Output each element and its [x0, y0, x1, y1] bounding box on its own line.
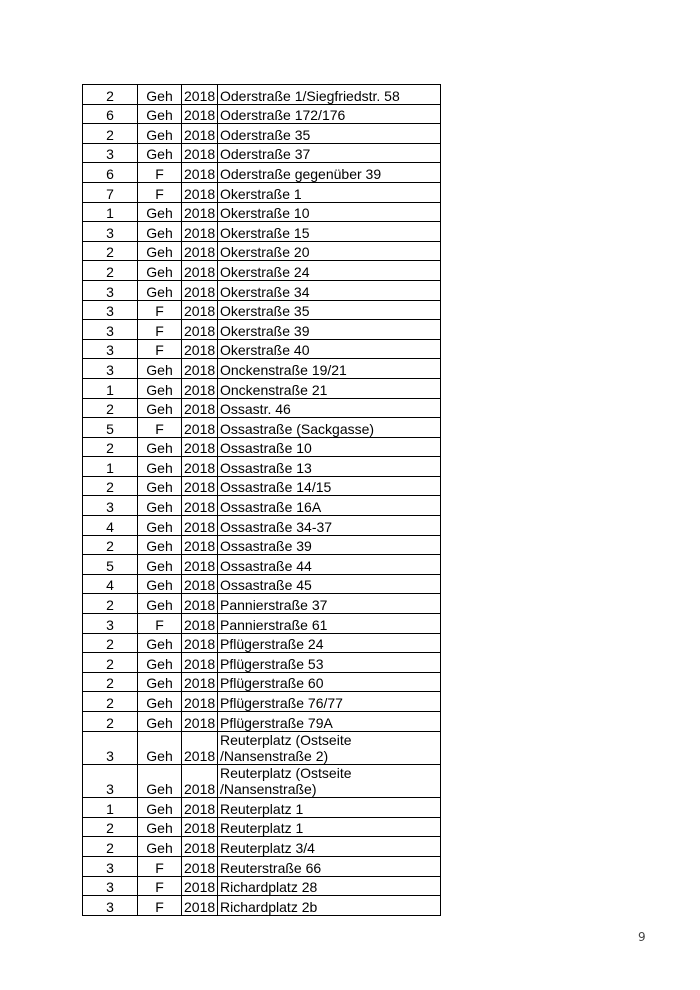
- address-cell: Oderstraße 37: [218, 143, 441, 163]
- address-cell: Okerstraße 35: [218, 300, 441, 320]
- address-cell: Pflügerstraße 79A: [218, 712, 441, 732]
- count-cell: 3: [83, 614, 138, 634]
- type-cell: Geh: [138, 124, 182, 144]
- address-cell: Pflügerstraße 60: [218, 672, 441, 692]
- count-cell: 3: [83, 320, 138, 340]
- table-row: [83, 876, 441, 896]
- year-cell: 2018: [182, 320, 218, 340]
- year-cell: 2018: [182, 300, 218, 320]
- address-cell: Onckenstraße 19/21: [218, 359, 441, 379]
- year-cell: 2018: [182, 280, 218, 300]
- count-cell: 3: [83, 731, 138, 764]
- count-cell: 2: [83, 653, 138, 673]
- count-cell: 4: [83, 516, 138, 536]
- table-row: [83, 535, 441, 555]
- address-cell: Ossastraße 45: [218, 574, 441, 594]
- count-cell: 2: [83, 633, 138, 653]
- type-cell: Geh: [138, 633, 182, 653]
- type-cell: F: [138, 163, 182, 183]
- type-cell: Geh: [138, 476, 182, 496]
- type-cell: F: [138, 856, 182, 876]
- year-cell: 2018: [182, 614, 218, 634]
- type-cell: Geh: [138, 104, 182, 124]
- year-cell: 2018: [182, 359, 218, 379]
- count-cell: 3: [83, 896, 138, 916]
- address-cell: Richardplatz 28: [218, 876, 441, 896]
- year-cell: 2018: [182, 476, 218, 496]
- table-row: [83, 712, 441, 732]
- year-cell: 2018: [182, 85, 218, 105]
- type-cell: Geh: [138, 261, 182, 281]
- count-cell: 2: [83, 124, 138, 144]
- address-cell: Reuterplatz 1: [218, 817, 441, 837]
- type-cell: Geh: [138, 574, 182, 594]
- year-cell: 2018: [182, 594, 218, 614]
- year-cell: 2018: [182, 104, 218, 124]
- address-cell: Pflügerstraße 76/77: [218, 692, 441, 712]
- year-cell: 2018: [182, 457, 218, 477]
- table-row: [83, 300, 441, 320]
- address-cell: Onckenstraße 21: [218, 378, 441, 398]
- year-cell: 2018: [182, 241, 218, 261]
- type-cell: Geh: [138, 535, 182, 555]
- table-row: [83, 692, 441, 712]
- type-cell: Geh: [138, 359, 182, 379]
- table-row: [83, 143, 441, 163]
- count-cell: 2: [83, 476, 138, 496]
- table-row: [83, 555, 441, 575]
- type-cell: Geh: [138, 85, 182, 105]
- address-cell: Ossastraße 14/15: [218, 476, 441, 496]
- address-cell: Pannierstraße 61: [218, 614, 441, 634]
- type-cell: Geh: [138, 837, 182, 857]
- year-cell: 2018: [182, 896, 218, 916]
- count-cell: 3: [83, 143, 138, 163]
- address-cell: Oderstraße 172/176: [218, 104, 441, 124]
- type-cell: Geh: [138, 241, 182, 261]
- year-cell: 2018: [182, 555, 218, 575]
- type-cell: Geh: [138, 222, 182, 242]
- address-cell: Ossastraße 34-37: [218, 516, 441, 536]
- year-cell: 2018: [182, 143, 218, 163]
- count-cell: 6: [83, 163, 138, 183]
- table-row: [83, 359, 441, 379]
- year-cell: 2018: [182, 202, 218, 222]
- year-cell: 2018: [182, 817, 218, 837]
- address-cell: Okerstraße 20: [218, 241, 441, 261]
- count-cell: 2: [83, 712, 138, 732]
- year-cell: 2018: [182, 574, 218, 594]
- address-cell: Oderstraße 35: [218, 124, 441, 144]
- count-cell: 2: [83, 692, 138, 712]
- type-cell: Geh: [138, 143, 182, 163]
- year-cell: 2018: [182, 837, 218, 857]
- type-cell: Geh: [138, 712, 182, 732]
- type-cell: Geh: [138, 764, 182, 797]
- count-cell: 3: [83, 856, 138, 876]
- count-cell: 3: [83, 496, 138, 516]
- count-cell: 2: [83, 837, 138, 857]
- count-cell: 3: [83, 280, 138, 300]
- type-cell: Geh: [138, 653, 182, 673]
- table-row: [83, 320, 441, 340]
- address-cell: Ossastr. 46: [218, 398, 441, 418]
- count-cell: 2: [83, 594, 138, 614]
- count-cell: 2: [83, 261, 138, 281]
- table-row: [83, 476, 441, 496]
- count-cell: 2: [83, 437, 138, 457]
- table-row: [83, 261, 441, 281]
- type-cell: Geh: [138, 731, 182, 764]
- type-cell: Geh: [138, 378, 182, 398]
- table-row: [83, 85, 441, 105]
- address-cell: Ossastraße (Sackgasse): [218, 418, 441, 438]
- table-row: [83, 104, 441, 124]
- count-cell: 1: [83, 798, 138, 818]
- type-cell: Geh: [138, 798, 182, 818]
- type-cell: Geh: [138, 672, 182, 692]
- table-row: [83, 437, 441, 457]
- table-row: [83, 398, 441, 418]
- count-cell: 1: [83, 202, 138, 222]
- table-row: [83, 798, 441, 818]
- count-cell: 4: [83, 574, 138, 594]
- year-cell: 2018: [182, 653, 218, 673]
- address-cell: Ossastraße 39: [218, 535, 441, 555]
- count-cell: 5: [83, 555, 138, 575]
- address-cell: Ossastraße 44: [218, 555, 441, 575]
- year-cell: 2018: [182, 124, 218, 144]
- table-row: [83, 182, 441, 202]
- address-cell: Okerstraße 1: [218, 182, 441, 202]
- year-cell: 2018: [182, 339, 218, 359]
- table-row: [83, 837, 441, 857]
- type-cell: F: [138, 896, 182, 916]
- type-cell: Geh: [138, 437, 182, 457]
- address-cell: Ossastraße 10: [218, 437, 441, 457]
- type-cell: Geh: [138, 496, 182, 516]
- table-row: [83, 222, 441, 242]
- type-cell: Geh: [138, 817, 182, 837]
- count-cell: 3: [83, 222, 138, 242]
- count-cell: 3: [83, 300, 138, 320]
- address-cell: Pannierstraße 37: [218, 594, 441, 614]
- count-cell: 2: [83, 672, 138, 692]
- year-cell: 2018: [182, 692, 218, 712]
- count-cell: 1: [83, 378, 138, 398]
- year-cell: 2018: [182, 856, 218, 876]
- year-cell: 2018: [182, 712, 218, 732]
- count-cell: 3: [83, 876, 138, 896]
- year-cell: 2018: [182, 798, 218, 818]
- year-cell: 2018: [182, 496, 218, 516]
- year-cell: 2018: [182, 261, 218, 281]
- address-cell: Pflügerstraße 53: [218, 653, 441, 673]
- type-cell: Geh: [138, 202, 182, 222]
- table-row: [83, 653, 441, 673]
- count-cell: 1: [83, 457, 138, 477]
- table-row: [83, 457, 441, 477]
- year-cell: 2018: [182, 163, 218, 183]
- address-cell: Oderstraße gegenüber 39: [218, 163, 441, 183]
- type-cell: Geh: [138, 457, 182, 477]
- table-row: [83, 280, 441, 300]
- year-cell: 2018: [182, 633, 218, 653]
- address-cell: Okerstraße 34: [218, 280, 441, 300]
- count-cell: 7: [83, 182, 138, 202]
- type-cell: F: [138, 320, 182, 340]
- type-cell: Geh: [138, 516, 182, 536]
- year-cell: 2018: [182, 437, 218, 457]
- page-number: 9: [638, 930, 646, 944]
- table-row: [83, 672, 441, 692]
- count-cell: 2: [83, 241, 138, 261]
- address-cell: Reuterplatz (Ostseite /Nansenstraße 2): [218, 731, 441, 764]
- address-cell: Reuterstraße 66: [218, 856, 441, 876]
- table-body: [83, 85, 441, 916]
- table-row: [83, 418, 441, 438]
- year-cell: 2018: [182, 876, 218, 896]
- type-cell: F: [138, 182, 182, 202]
- type-cell: F: [138, 614, 182, 634]
- count-cell: 3: [83, 764, 138, 797]
- address-cell: Okerstraße 24: [218, 261, 441, 281]
- table-row: [83, 124, 441, 144]
- address-cell: Okerstraße 39: [218, 320, 441, 340]
- address-cell: Oderstraße 1/Siegfriedstr. 58: [218, 85, 441, 105]
- type-cell: Geh: [138, 280, 182, 300]
- address-cell: Ossastraße 13: [218, 457, 441, 477]
- table-row: [83, 817, 441, 837]
- table-row: [83, 633, 441, 653]
- year-cell: 2018: [182, 182, 218, 202]
- count-cell: 2: [83, 85, 138, 105]
- type-cell: F: [138, 300, 182, 320]
- year-cell: 2018: [182, 222, 218, 242]
- year-cell: 2018: [182, 418, 218, 438]
- type-cell: Geh: [138, 594, 182, 614]
- data-table: [82, 84, 441, 916]
- address-cell: Richardplatz 2b: [218, 896, 441, 916]
- table-row: [83, 163, 441, 183]
- address-cell: Okerstraße 10: [218, 202, 441, 222]
- address-cell: Okerstraße 40: [218, 339, 441, 359]
- table-row: [83, 896, 441, 916]
- table-row: [83, 764, 441, 797]
- type-cell: Geh: [138, 692, 182, 712]
- type-cell: Geh: [138, 555, 182, 575]
- count-cell: 5: [83, 418, 138, 438]
- year-cell: 2018: [182, 764, 218, 797]
- address-cell: Reuterplatz 3/4: [218, 837, 441, 857]
- year-cell: 2018: [182, 378, 218, 398]
- address-cell: Reuterplatz 1: [218, 798, 441, 818]
- table-row: [83, 856, 441, 876]
- table-row: [83, 516, 441, 536]
- table-row: [83, 496, 441, 516]
- table-row: [83, 614, 441, 634]
- table-row: [83, 378, 441, 398]
- count-cell: 6: [83, 104, 138, 124]
- type-cell: F: [138, 418, 182, 438]
- count-cell: 2: [83, 398, 138, 418]
- address-cell: Ossastraße 16A: [218, 496, 441, 516]
- type-cell: F: [138, 876, 182, 896]
- type-cell: Geh: [138, 398, 182, 418]
- count-cell: 2: [83, 535, 138, 555]
- count-cell: 3: [83, 359, 138, 379]
- address-cell: Pflügerstraße 24: [218, 633, 441, 653]
- table-row: [83, 594, 441, 614]
- address-cell: Reuterplatz (Ostseite /Nansenstraße): [218, 764, 441, 797]
- table-row: [83, 574, 441, 594]
- year-cell: 2018: [182, 398, 218, 418]
- count-cell: 2: [83, 817, 138, 837]
- table-row: [83, 339, 441, 359]
- year-cell: 2018: [182, 672, 218, 692]
- year-cell: 2018: [182, 731, 218, 764]
- address-cell: Okerstraße 15: [218, 222, 441, 242]
- year-cell: 2018: [182, 535, 218, 555]
- count-cell: 3: [83, 339, 138, 359]
- table-row: [83, 731, 441, 764]
- table-row: [83, 241, 441, 261]
- table-row: [83, 202, 441, 222]
- type-cell: F: [138, 339, 182, 359]
- year-cell: 2018: [182, 516, 218, 536]
